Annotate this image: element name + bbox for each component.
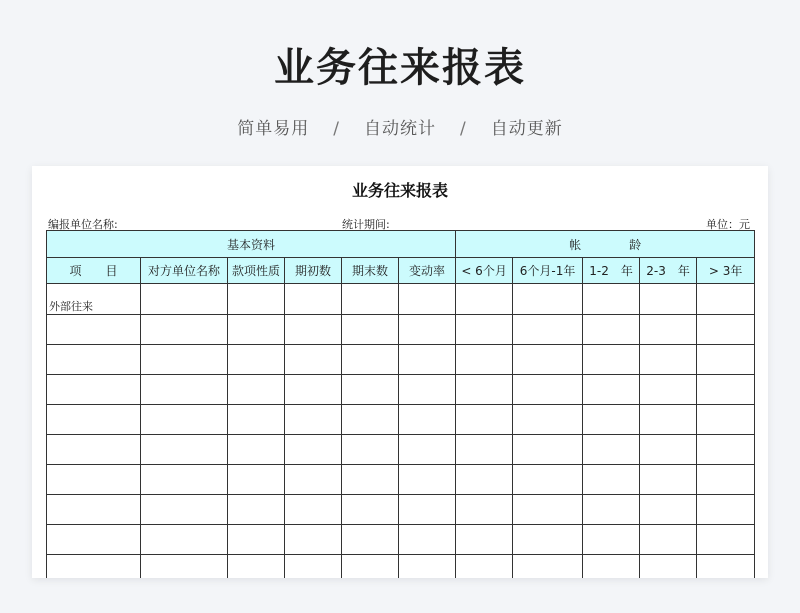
column-headers [47,258,755,284]
table-cell[interactable] [228,525,285,555]
table-cell[interactable] [399,555,456,579]
table-cell[interactable] [141,284,228,315]
table-cell[interactable] [228,555,285,579]
column-header: 款项性质 [228,258,285,284]
table-cell[interactable] [47,315,141,345]
column-header: > 3年 [697,258,755,284]
table-cell[interactable] [399,495,456,525]
table-cell[interactable] [583,495,640,525]
table-cell[interactable] [228,405,285,435]
table-cell[interactable] [583,375,640,405]
table-cell[interactable] [583,525,640,555]
table-cell[interactable] [399,284,456,315]
table-cell[interactable] [285,435,342,465]
table-cell[interactable] [640,465,697,495]
table-cell[interactable]: 外部往来 [47,284,141,315]
table-cell[interactable] [399,525,456,555]
table-cell[interactable] [399,315,456,345]
table-cell[interactable] [228,495,285,525]
column-header: 项 目 [47,258,141,284]
table-cell[interactable] [141,315,228,345]
table-cell[interactable] [141,345,228,375]
unit-label: 单位：元 [706,218,750,231]
table-cell[interactable] [228,315,285,345]
column-header: 期末数 [342,258,399,284]
table-row [47,284,755,315]
table-cell[interactable] [342,284,399,315]
table-cell[interactable] [697,435,755,465]
table-cell[interactable] [228,345,285,375]
table-cell[interactable] [141,495,228,525]
table-cell[interactable] [342,375,399,405]
table-row [47,495,755,525]
sheet-title: 业务往来报表 [351,181,448,200]
table-cell[interactable] [456,345,513,375]
table-cell[interactable] [141,435,228,465]
table-cell[interactable] [47,345,141,375]
table-cell[interactable] [513,465,583,495]
table-cell[interactable] [47,525,141,555]
table-cell[interactable] [228,375,285,405]
table-cell[interactable] [456,284,513,315]
table-cell[interactable] [640,495,697,525]
company-name-label: 编报单位名称: [48,218,118,231]
table-row [47,315,755,345]
table-cell[interactable] [342,495,399,525]
table-cell[interactable] [456,435,513,465]
separator: / [333,119,340,139]
table-cell[interactable] [456,375,513,405]
column-header: 对方单位名称 [141,258,228,284]
column-header: 2-3 年 [640,258,697,284]
table-body [47,284,755,579]
table-cell[interactable] [697,284,755,315]
table-cell[interactable] [285,495,342,525]
table-cell[interactable] [456,495,513,525]
table-cell[interactable] [640,375,697,405]
table-cell[interactable] [513,375,583,405]
table-cell[interactable] [342,525,399,555]
table-cell[interactable] [640,405,697,435]
table-cell[interactable] [513,345,583,375]
table-cell[interactable] [513,435,583,465]
table-cell[interactable] [697,465,755,495]
table-cell[interactable] [342,555,399,579]
table-cell[interactable] [285,345,342,375]
table-cell[interactable] [47,555,141,579]
page-title: 业务往来报表 [274,45,526,91]
table-cell[interactable] [342,315,399,345]
table-cell[interactable] [697,405,755,435]
table-cell[interactable] [513,315,583,345]
table-cell[interactable] [141,375,228,405]
table-cell[interactable] [399,435,456,465]
table-cell[interactable] [285,375,342,405]
table-cell[interactable] [285,555,342,579]
table-cell[interactable] [583,315,640,345]
table-cell[interactable] [456,465,513,495]
table-cell[interactable] [697,525,755,555]
table-cell[interactable] [47,465,141,495]
table-row [47,465,755,495]
table-cell[interactable] [513,495,583,525]
table-cell[interactable] [285,465,342,495]
table-cell[interactable] [513,284,583,315]
group-header-basic: 基本资料 [47,231,456,258]
column-header: 变动率 [399,258,456,284]
column-header: 期初数 [285,258,342,284]
feature-auto-update: 自动更新 [490,119,563,139]
table-cell[interactable] [640,555,697,579]
table-cell[interactable] [47,435,141,465]
table-cell[interactable] [47,405,141,435]
table-cell[interactable] [342,465,399,495]
table-cell[interactable] [228,284,285,315]
table-cell[interactable] [285,315,342,345]
table-cell[interactable] [697,495,755,525]
table-cell[interactable] [141,555,228,579]
table-cell[interactable] [583,555,640,579]
table-row [47,435,755,465]
table-cell[interactable] [141,465,228,495]
table-cell[interactable] [141,405,228,435]
table-cell[interactable] [456,315,513,345]
table-cell[interactable] [285,284,342,315]
table-cell[interactable] [697,555,755,579]
table-row [47,525,755,555]
table-cell[interactable] [583,405,640,435]
table-row [47,345,755,375]
table-cell[interactable] [456,525,513,555]
table-row [47,555,755,579]
table-cell[interactable] [342,405,399,435]
group-header-aging: 帐 龄 [456,231,755,258]
table-cell[interactable] [342,435,399,465]
spreadsheet [32,166,768,578]
column-header: 6个月-1年 [513,258,583,284]
table-cell[interactable] [513,525,583,555]
table-cell[interactable] [399,375,456,405]
table-cell[interactable] [342,345,399,375]
table-cell[interactable] [47,495,141,525]
feature-auto-stat: 自动统计 [364,119,436,139]
table-cell[interactable] [456,555,513,579]
column-header: 1-2 年 [583,258,640,284]
table-cell[interactable] [640,435,697,465]
table-cell[interactable] [513,405,583,435]
table-cell[interactable] [583,435,640,465]
table-cell[interactable] [228,465,285,495]
table-cell[interactable] [399,345,456,375]
column-header: < 6个月 [456,258,513,284]
feature-tagline [0,114,800,139]
table-cell[interactable] [399,465,456,495]
table-row [47,405,755,435]
table-cell[interactable] [513,555,583,579]
table-cell[interactable] [141,525,228,555]
table-cell[interactable] [583,284,640,315]
table-row [47,375,755,405]
table-cell[interactable] [697,315,755,345]
table-cell[interactable] [47,375,141,405]
table-cell[interactable] [640,345,697,375]
table-cell[interactable] [228,435,285,465]
period-label: 统计期间: [342,218,390,231]
table-cell[interactable] [285,405,342,435]
table-cell[interactable] [697,345,755,375]
table-cell[interactable] [583,465,640,495]
table-cell[interactable] [456,405,513,435]
feature-easy: 简单易用 [237,119,310,139]
table-cell[interactable] [640,315,697,345]
table-cell[interactable] [640,284,697,315]
report-table [46,230,755,578]
separator: / [460,119,467,139]
table-cell[interactable] [583,345,640,375]
table-cell[interactable] [697,375,755,405]
table-cell[interactable] [399,405,456,435]
table-cell[interactable] [640,525,697,555]
table-cell[interactable] [285,525,342,555]
